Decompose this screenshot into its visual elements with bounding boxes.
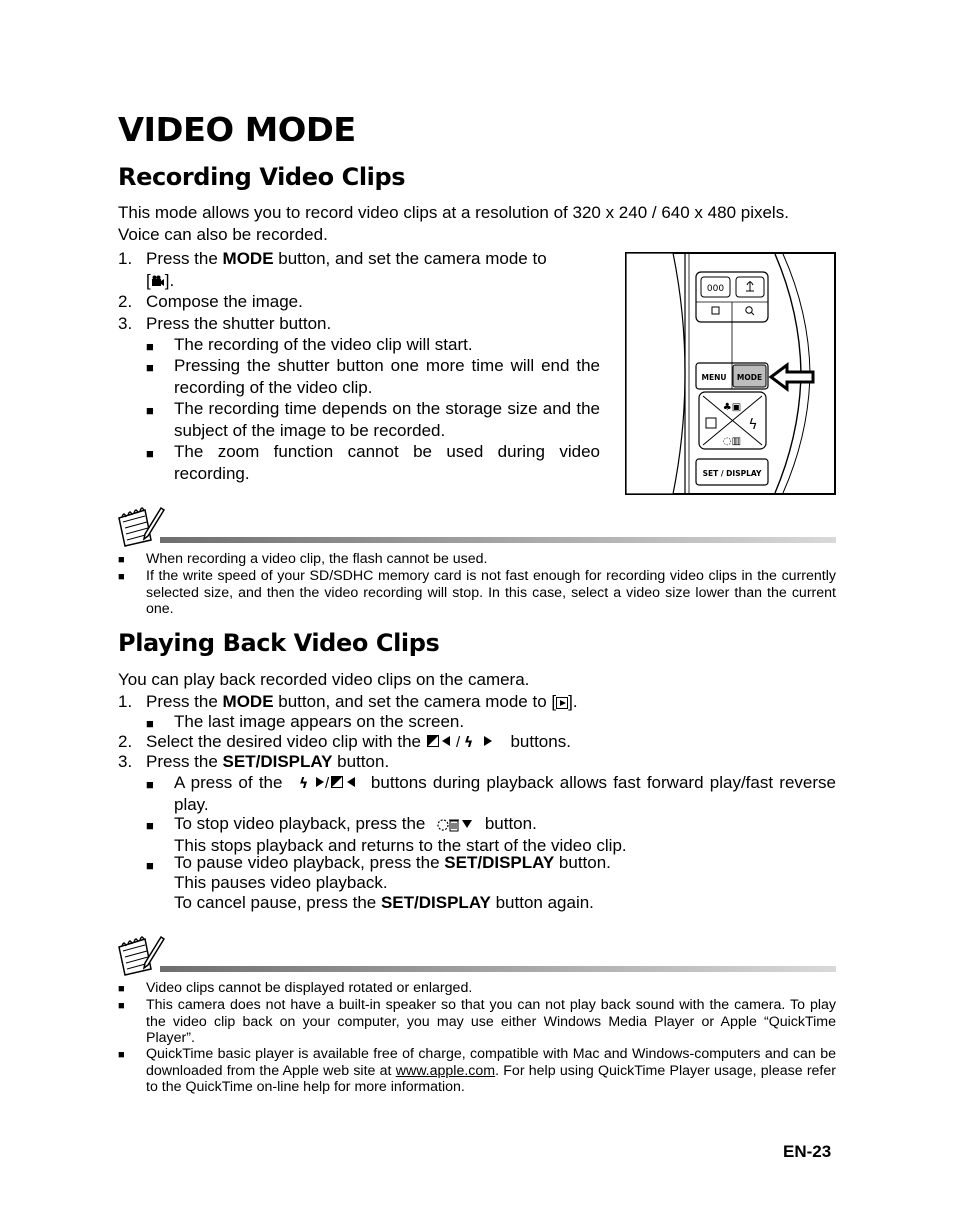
svg-text:000: 000	[706, 284, 725, 294]
section1-intro: This mode allows you to record video clips at a resolution of 320 x 240 / 640 x 480 pixels. Voice can also be recorded.	[118, 203, 789, 244]
svg-text:ϟ: ϟ	[463, 735, 473, 749]
note1-item-2: ■ If the write speed of your SD/SDHC memory card is not fast enough for recording video clips in the currently selected size, and then the video recording will stop. In this case, select a video size lower than the current one.	[118, 568, 836, 617]
note-icon	[117, 504, 165, 548]
recording-bullet-1: ■ The recording of the video clip will start.	[146, 335, 473, 354]
playback-bullet-2: ■ To stop video playback, press the button. This stops playback and returns to the start of the video clip.	[146, 814, 627, 855]
svg-text:/: /	[324, 775, 329, 790]
playback-bullet-1: ■ A press of the ϟ / buttons during playback allows fast forward play/fast reverse play.	[146, 773, 836, 814]
section-heading-recording: Recording Video Clips	[118, 163, 406, 191]
svg-text:◌▥: ◌▥	[722, 436, 742, 447]
recording-bullet-3: ■ The recording time depends on the storage size and the subject of the image to be recorded.	[146, 399, 600, 440]
flash-right-exposure-left-icon	[289, 775, 365, 790]
apple-website-link[interactable]: www.apple.com	[395, 1062, 496, 1079]
note1-item-1: ■ When recording a video clip, the flash cannot be used.	[118, 551, 488, 567]
section2-intro: You can play back recorded video clips on the camera.	[118, 670, 530, 689]
note2-item-2: ■ This camera does not have a built-in speaker so that you can not play back sound with the camera. To play the video clip back on your computer, you may use either Windows Media Player or Apple “QuickTime Player”.	[118, 997, 836, 1046]
recording-bullet-2: ■ Pressing the shutter button one more time will end the recording of the video clip.	[146, 356, 600, 397]
recording-step-2: 2. Compose the image.	[118, 292, 303, 311]
exposure-left-flash-right-icon	[426, 734, 506, 749]
playback-step-1-bullet: ■ The last image appears on the screen.	[146, 712, 465, 731]
note-divider	[160, 537, 836, 543]
note-divider	[160, 966, 836, 972]
camera-back-illustration	[625, 252, 836, 495]
recording-step-1: 1. Press the MODE button, and set the camera mode to [ ].	[118, 249, 547, 290]
page-title: VIDEO MODE	[118, 110, 356, 149]
menu-button-label: MENU	[701, 373, 727, 382]
svg-text:ϟ: ϟ	[298, 776, 308, 790]
recording-step-3: 3. Press the shutter button.	[118, 314, 332, 333]
note2-item-3: ■ QuickTime basic player is available free of charge, compatible with Mac and Windows-computers and can be downloaded from the Apple web site at www.apple.com. For help using QuickTime Player usage, please refer to the QuickTime on-line help for more information.	[118, 1046, 836, 1095]
svg-text:ϟ: ϟ	[748, 417, 758, 433]
note2-item-1: ■ Video clips cannot be displayed rotated or enlarged.	[118, 980, 473, 996]
page-number: EN-23	[783, 1142, 832, 1161]
playback-step-2: 2. Select the desired video clip with the / ϟ buttons.	[118, 732, 571, 751]
section-heading-playback: Playing Back Video Clips	[118, 629, 440, 657]
mode-button-label: MODE	[736, 373, 763, 382]
video-mode-icon	[151, 275, 165, 287]
recording-bullet-4: ■ The zoom function cannot be used during video recording.	[146, 442, 600, 483]
set-display-button-label: SET / DISPLAY	[702, 469, 762, 478]
svg-text:♣▣: ♣▣	[722, 402, 742, 413]
svg-text:/: /	[455, 734, 460, 749]
selftimer-delete-down-icon	[430, 816, 480, 832]
playback-step-1: 1. Press the MODE button, and set the camera mode to [ ].	[118, 692, 578, 711]
playback-bullet-3: ■ To pause video playback, press the SET/DISPLAY button. This pauses video playback. To cancel pause, press the SET/DISPLAY button again.	[146, 853, 611, 912]
playback-mode-icon	[556, 697, 568, 709]
playback-step-3: 3. Press the SET/DISPLAY button.	[118, 752, 390, 771]
note-icon	[117, 933, 165, 977]
